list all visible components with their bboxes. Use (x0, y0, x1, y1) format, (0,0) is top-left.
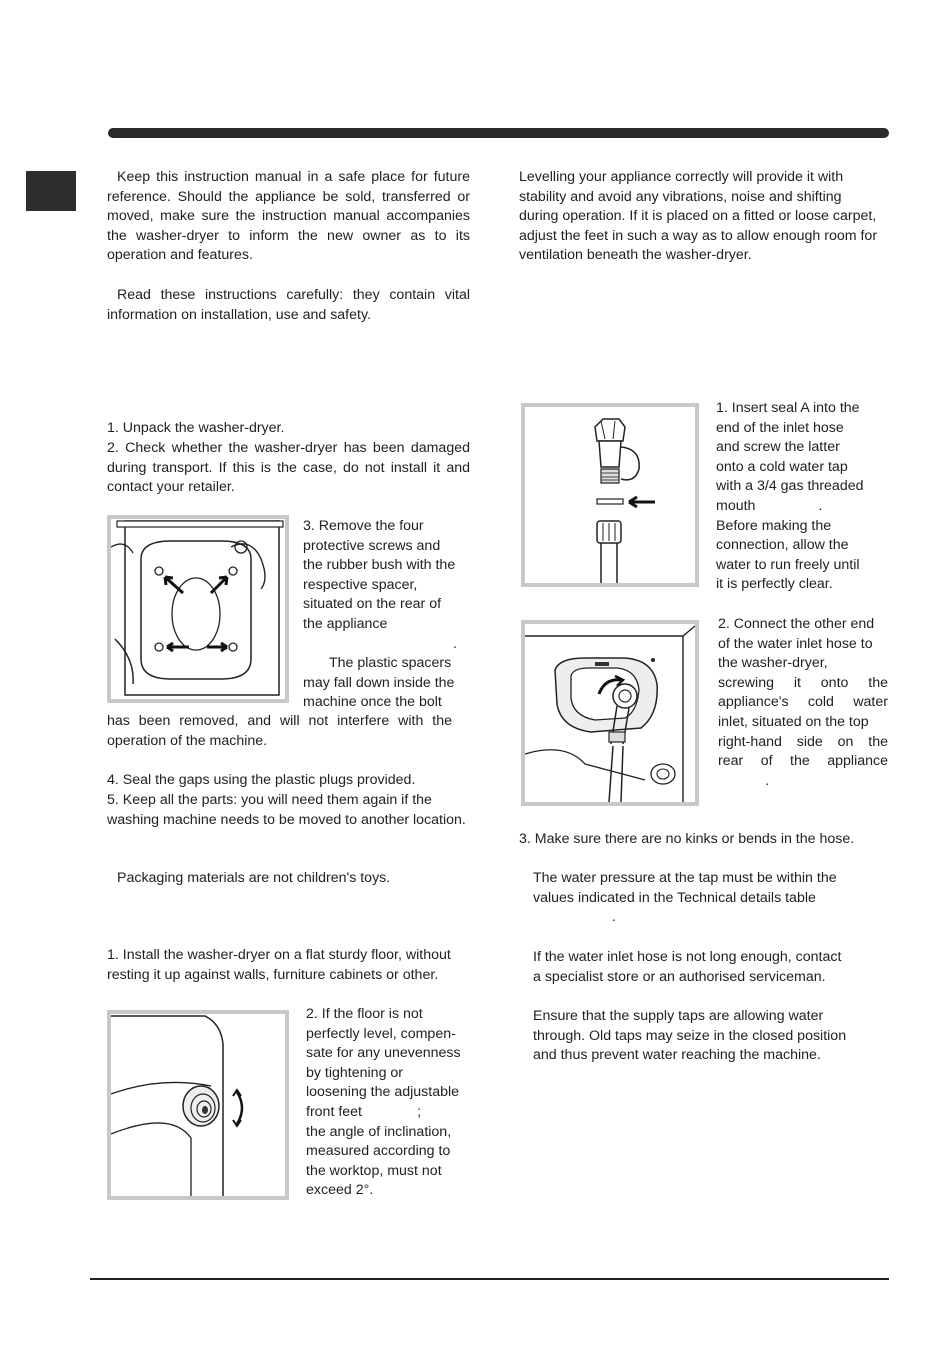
water-step2-line: rear of the appliance (718, 753, 888, 770)
water-step-1 (716, 399, 891, 595)
water-step2-line: . (718, 772, 770, 789)
water-step-2 (718, 615, 888, 791)
levelling-line: 2. If the floor is not (306, 1006, 423, 1022)
spacers-note-continued: has been removed, and will not interfere with the operation of the machine. (107, 713, 452, 749)
step3-line: the appliance (303, 615, 388, 632)
adjustable-foot-drawing (111, 1014, 285, 1196)
levelling-line: front feet ; (306, 1103, 422, 1120)
water-step2-line: inlet, situated on the top (718, 713, 869, 730)
packaging-warning: Packaging materials are not children's toys. (117, 870, 391, 886)
unpack-step-1: 1. Unpack the washer-dryer. (107, 420, 285, 436)
water-step1-line: mouth . (716, 497, 823, 514)
step3-line: the rubber bush with the (303, 557, 456, 574)
water-step-3: 3. Make sure there are no kinks or bends in the hose. (519, 831, 855, 847)
water-step1-line: it is perfectly clear. (716, 576, 833, 593)
levelling-line: the worktop, must not (306, 1162, 442, 1179)
intro-paragraph-1: Keep this instruction manual in a safe place for future reference. Should the appliance be sold, transferred or moved, make sure the instruction manual accompanies the washer-dryer to inform the new owner as to its operation and features. (107, 169, 470, 264)
levelling-line: exceed 2°. (306, 1182, 374, 1199)
unpack-step-3 (303, 517, 478, 713)
note-line: and thus prevent water reaching the machine. (533, 1047, 821, 1064)
intro-paragraph-2: Read these instructions carefully: they contain vital information on installation, use and safety. (107, 287, 470, 323)
step3-line: protective screws and (303, 537, 441, 554)
water-step1-line: connection, allow the (716, 537, 849, 554)
header-rule (108, 128, 889, 138)
water-tap-figure (521, 403, 699, 587)
hose-length-note (533, 948, 883, 987)
water-step1-line: end of the inlet hose (716, 419, 844, 436)
inlet-connection-drawing (525, 624, 695, 802)
adjustable-foot-figure (107, 1010, 289, 1200)
water-step2-line: 2. Connect the other end (718, 616, 875, 632)
language-tab (26, 171, 76, 211)
levelling-line: measured according to (306, 1143, 451, 1160)
step3-line: 3. Remove the four (303, 518, 424, 534)
water-step1-line: Before making the (716, 517, 832, 534)
water-pressure-note (533, 869, 883, 928)
note-line: through. Old taps may seize in the closed position (533, 1027, 847, 1044)
levelling-line: sate for any unevenness (306, 1045, 461, 1062)
levelling-step-1: 1. Install the washer-dryer on a flat sturdy floor, without resting it up against walls, furniture cabinets or other. (107, 947, 451, 983)
water-step1-line: water to run freely until (716, 556, 860, 573)
water-step1-line: onto a cold water tap (716, 458, 848, 475)
levelling-line: by tightening or (306, 1064, 404, 1081)
footer-rule (90, 1278, 889, 1280)
water-step2-line: the washer-dryer, (718, 655, 828, 672)
note-line: Ensure that the supply taps are allowing water (533, 1008, 824, 1024)
note-line: . (533, 909, 616, 926)
note-line: values indicated in the Technical details table (533, 889, 816, 906)
levelling-step-2 (306, 1005, 478, 1201)
levelling-intro: Levelling your appliance correctly will provide it with stability and avoid any vibrations, noise and shifting during operation. If it is placed on a fitted or loose carpet, adjust the feet in such a way as to allow enough room for ventilation beneath the washer-dryer. (519, 169, 878, 264)
step3-line: situated on the rear of (303, 596, 442, 613)
unpack-step-4: 4. Seal the gaps using the plastic plugs provided. (107, 772, 416, 788)
levelling-line: loosening the adjustable (306, 1084, 460, 1101)
levelling-line: perfectly level, compen- (306, 1025, 456, 1042)
supply-taps-note (533, 1007, 883, 1066)
water-step2-line: of the water inlet hose to (718, 635, 873, 652)
spacers-line: The plastic spacers (329, 655, 452, 672)
levelling-line: the angle of inclination, (306, 1123, 452, 1140)
water-step1-line: with a 3/4 gas threaded (716, 478, 864, 495)
inlet-connection-figure (521, 620, 699, 806)
water-step2-line: screwing it onto the (718, 674, 888, 691)
spacers-line: machine once the bolt (303, 694, 442, 711)
step3-line: respective spacer, (303, 576, 418, 593)
note-line: a specialist store or an authorised serviceman. (533, 968, 826, 985)
rear-panel-figure (107, 515, 289, 703)
water-step1-line: and screw the latter (716, 439, 840, 456)
unpack-step-2: 2. Check whether the washer-dryer has been damaged during transport. If this is the case, do not install it and contact your retailer. (107, 440, 470, 496)
note-line: The water pressure at the tap must be within the (533, 870, 837, 886)
spacers-line: may fall down inside the (303, 674, 455, 691)
step3-line: . (453, 635, 457, 652)
rear-panel-drawing (111, 519, 285, 699)
water-tap-drawing (525, 407, 695, 583)
water-step2-line: right-hand side on the (718, 733, 888, 750)
water-step1-line: 1. Insert seal A into the (716, 400, 860, 416)
unpack-step-5: 5. Keep all the parts: you will need them again if the washing machine needs to be moved to another location. (107, 792, 466, 828)
note-line: If the water inlet hose is not long enough, contact (533, 949, 842, 965)
water-step2-line: appliance's cold water (718, 694, 888, 711)
